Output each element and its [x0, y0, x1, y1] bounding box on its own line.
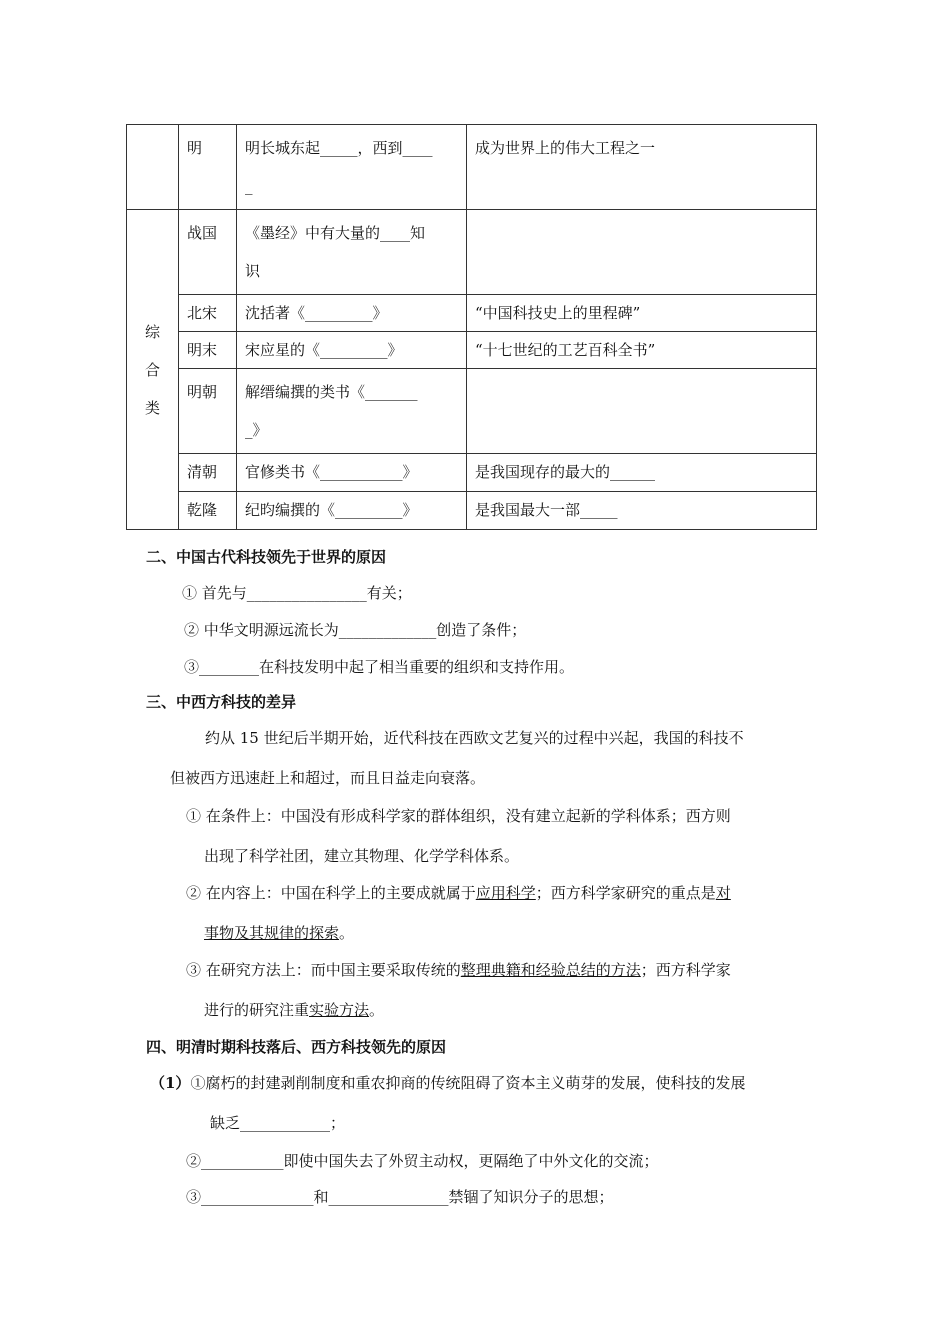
content-cell: 解缙编撰的类书《_______ _》	[237, 369, 467, 454]
list-item: ① 首先与________________有关；	[182, 584, 412, 602]
note-cell	[467, 210, 817, 295]
knowledge-table	[126, 124, 817, 530]
list-item: ② 中华文明源远流长为_____________创造了条件；	[184, 621, 527, 639]
content-cell: 纪昀编撰的《_________》	[237, 492, 467, 530]
content-cell: 官修类书《___________》	[237, 454, 467, 492]
list-item-cont: 出现了科学社团，建立其物理、化学学科体系。	[204, 847, 520, 865]
note-cell: 是我国最大一部_____	[467, 492, 817, 530]
content-cell: 明长城东起_____，西到____ _	[237, 125, 467, 210]
era-cell: 北宋	[179, 295, 237, 332]
note-cell: 成为世界上的伟大工程之一	[467, 125, 817, 210]
content-cell: 《墨经》中有大量的____知 识	[237, 210, 467, 295]
note-cell: “十七世纪的工艺百科全书”	[467, 332, 817, 369]
section-heading: 三、中西方科技的差异	[146, 693, 297, 711]
list-item: ③_______________和________________禁锢了知识分子的思想；	[186, 1188, 614, 1206]
note-cell	[467, 369, 817, 454]
table-row	[127, 210, 817, 295]
list-item: ③ 在研究方法上：而中国主要采取传统的整理典籍和经验总结的方法；西方科学家	[186, 961, 731, 979]
era-cell: 乾隆	[179, 492, 237, 530]
note-cell: 是我国现存的最大的______	[467, 454, 817, 492]
table-row	[127, 454, 817, 492]
era-cell: 明	[179, 125, 237, 210]
era-cell: 明朝	[179, 369, 237, 454]
era-cell: 清朝	[179, 454, 237, 492]
list-item: ②___________即使中国失去了外贸主动权，更隔绝了中外文化的交流；	[186, 1152, 659, 1170]
list-item: ③________在科技发明中起了相当重要的组织和支持作用。	[184, 658, 575, 676]
paragraph-line: 但被西方迅速赶上和超过，而且日益走向衰落。	[170, 769, 486, 787]
note-cell: “中国科技史上的里程碑”	[467, 295, 817, 332]
list-item: ① 在条件上：中国没有形成科学家的群体组织，没有建立起新的学科体系；西方则	[186, 807, 731, 825]
section-heading: 二、中国古代科技领先于世界的原因	[146, 548, 387, 566]
table-row	[127, 125, 817, 210]
paragraph-line: 约从 15 世纪后半期开始，近代科技在西欧文艺复兴的过程中兴起，我国的科技不	[205, 729, 744, 747]
table-row	[127, 369, 817, 454]
list-item: （1）①腐朽的封建剥削制度和重农抑商的传统阻碍了资本主义萌芽的发展，使科技的发展	[150, 1074, 746, 1092]
section-heading: 四、明清时期科技落后、西方科技领先的原因	[146, 1038, 447, 1056]
table-row	[127, 492, 817, 530]
table-row	[127, 332, 817, 369]
content-cell: 沈括著《_________》	[237, 295, 467, 332]
era-cell: 明末	[179, 332, 237, 369]
content-cell: 宋应星的《_________》	[237, 332, 467, 369]
category-cell: 综 合 类	[127, 210, 179, 530]
list-item-cont: 进行的研究注重实验方法。	[204, 1001, 385, 1019]
era-cell: 战国	[179, 210, 237, 295]
list-item-cont: 事物及其规律的探索。	[204, 924, 355, 942]
table-row	[127, 295, 817, 332]
list-item: ② 在内容上：中国在科学上的主要成就属于应用科学；西方科学家研究的重点是对	[186, 884, 731, 902]
list-item-cont: 缺乏____________；	[210, 1114, 346, 1132]
